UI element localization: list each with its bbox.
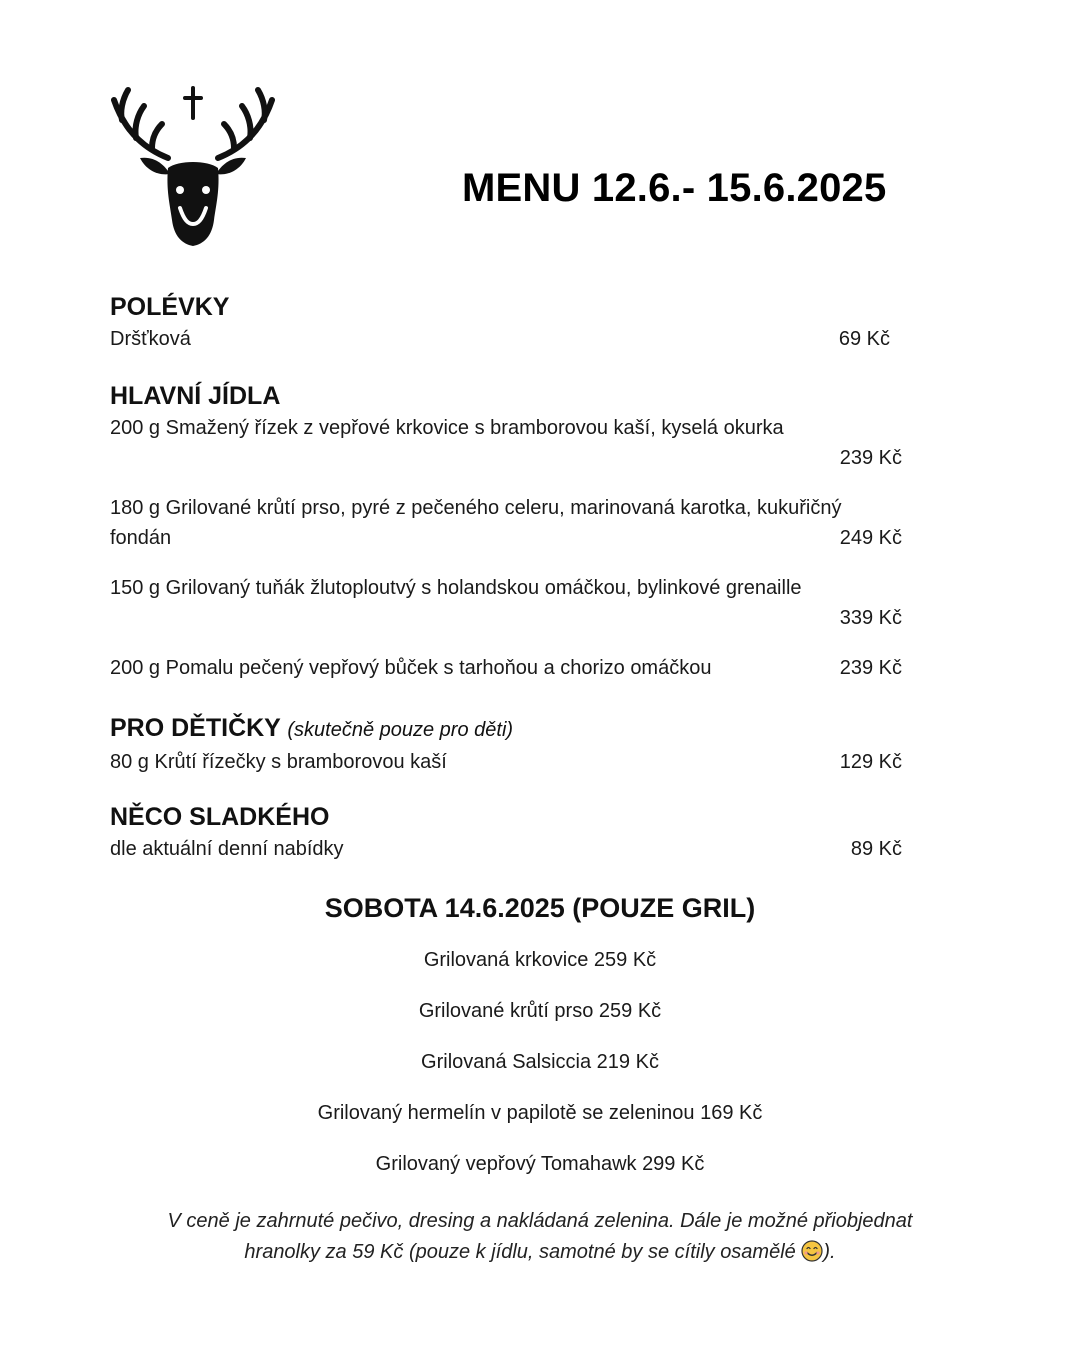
footnote-line2-end: ). xyxy=(823,1241,836,1263)
saturday-title: SOBOTA 14.6.2025 (POUZE GRIL) xyxy=(324,893,756,923)
menu-item xyxy=(110,493,902,553)
item-name: dle aktuální denní nabídky xyxy=(110,838,344,860)
menu-item xyxy=(110,413,902,473)
item-price: 239 Kč xyxy=(839,657,902,679)
item-name-line1: 180 g Grilované krůtí prso, pyré z pečeného celeru, marinovaná karotka, kukuřičný xyxy=(110,497,842,519)
footnote-line2 xyxy=(130,1237,950,1268)
section-title: NĚCO SLADKÉHO xyxy=(110,803,330,831)
menu-item xyxy=(110,747,902,777)
grill-item: Grilovaná krkovice 259 Kč xyxy=(423,949,657,971)
grill-item: Grilovaná Salsiccia 219 Kč xyxy=(421,1051,659,1073)
smiling-face-emoji-icon xyxy=(801,1240,823,1262)
item-price: 339 Kč xyxy=(839,607,902,629)
menu-item xyxy=(110,573,902,633)
section-neco-sladkeho xyxy=(110,800,902,864)
section-hlavni-jidla xyxy=(110,379,902,683)
footnote xyxy=(130,1206,950,1268)
menu-item xyxy=(110,324,902,354)
item-price: 249 Kč xyxy=(839,527,902,549)
section-title xyxy=(110,711,902,747)
deer-head-with-cross-icon xyxy=(108,80,278,250)
menu-item xyxy=(110,834,902,864)
item-name: Dršťková xyxy=(110,328,191,350)
item-name: 150 g Grilovaný tuňák žlutoploutvý s holandskou omáčkou, bylinkové grenaille xyxy=(110,577,802,599)
grill-item: Grilovaný hermelín v papilotě se zeleninou 169 Kč xyxy=(317,1102,763,1124)
item-name-line2: fondán xyxy=(110,527,172,549)
saturday-grill-section xyxy=(0,888,1080,1200)
footnote-line1: V ceně je zahrnuté pečivo, dresing a nakládaná zelenina. Dále je možné přiobjednat xyxy=(167,1210,913,1232)
section-title: HLAVNÍ JÍDLA xyxy=(110,382,281,410)
section-title: POLÉVKY xyxy=(110,293,230,321)
item-name: 200 g Smažený řízek z vepřové krkovice s bramborovou kaší, kyselá okurka xyxy=(110,417,784,439)
item-name: 200 g Pomalu pečený vepřový bůček s tarhoňou a chorizo omáčkou xyxy=(110,657,712,679)
footnote-line2-start: hranolky za 59 Kč (pouze k jídlu, samotné by se cítily osamělé xyxy=(244,1241,796,1263)
item-name: 80 g Krůtí řízečky s bramborovou kaší xyxy=(110,751,447,773)
item-price: 89 Kč xyxy=(850,838,902,860)
grill-item: Grilovaný vepřový Tomahawk 299 Kč xyxy=(375,1153,705,1175)
item-price: 239 Kč xyxy=(839,447,902,469)
section-title-text: PRO DĚTIČKY xyxy=(110,714,281,742)
menu-item xyxy=(110,653,902,683)
section-polevky xyxy=(110,290,902,354)
section-note: (skutečně pouze pro děti) xyxy=(287,719,514,741)
section-pro-deticky xyxy=(110,711,902,777)
grill-item: Grilované krůtí prso 259 Kč xyxy=(418,1000,662,1022)
item-price: 69 Kč xyxy=(838,328,890,350)
page-title: MENU 12.6.- 15.6.2025 xyxy=(462,166,887,210)
item-price: 129 Kč xyxy=(839,751,902,773)
